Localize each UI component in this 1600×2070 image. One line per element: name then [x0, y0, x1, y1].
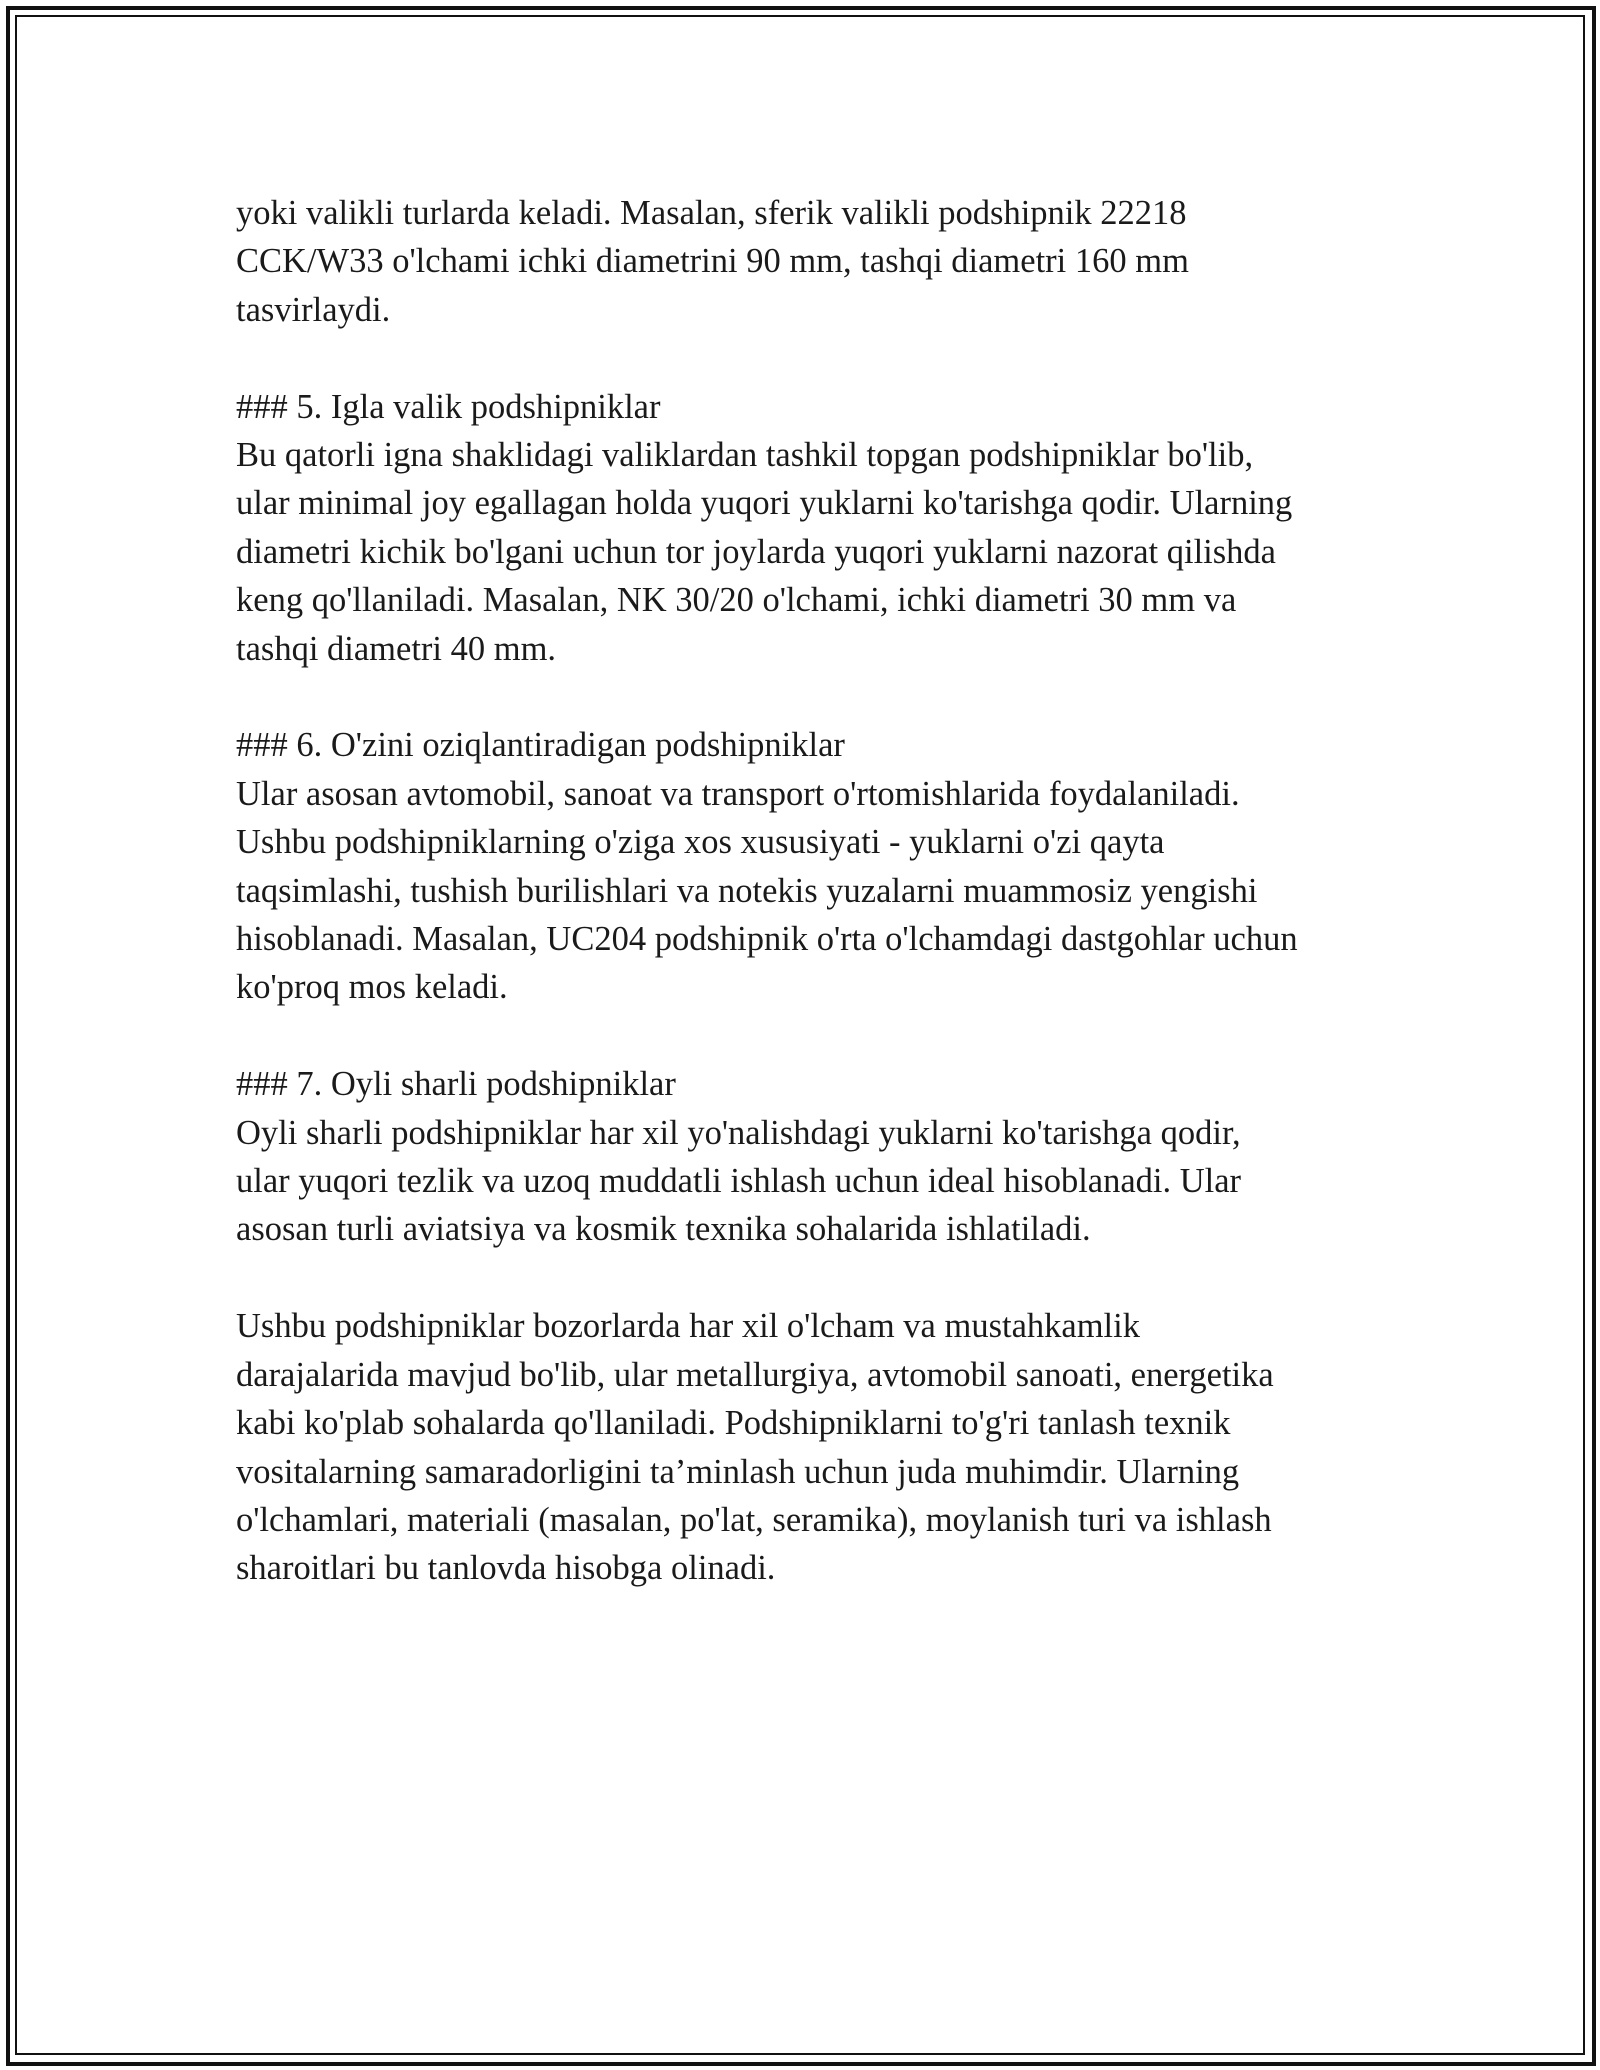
- text-line: Ushbu podshipniklar bozorlarda har xil o'lcham va mustahkamlik: [236, 1307, 1140, 1346]
- text-line: diametri kichik bo'lgani uchun tor joylarda yuqori yuklarni nazorat qilishda: [236, 532, 1276, 571]
- text-line: Ushbu podshipniklarning o'ziga xos xususiyati - yuklarni o'zi qayta: [236, 823, 1165, 862]
- paragraph-intro: [236, 189, 1376, 334]
- paragraph-text: [236, 1302, 1376, 1592]
- text-line: yoki valikli turlarda keladi. Masalan, sferik valikli podshipnik 22218: [236, 194, 1187, 232]
- text-line: kabi ko'plab sohalarda qo'llaniladi. Podshipniklarni to'g'ri tanlash texnik: [236, 1404, 1231, 1443]
- text-line: tasvirlaydi.: [236, 290, 391, 329]
- section-6: [236, 721, 1376, 1011]
- text-line: vositalarning samaradorligini ta’minlash uchun juda muhimdir. Ularning: [236, 1452, 1240, 1491]
- text-line: taqsimlashi, tushish burilishlari va notekis yuzalarni muammosiz yengishi: [236, 871, 1258, 910]
- text-line: CCK/W33 o'lchami ichki diametrini 90 mm, tashqi diametri 160 mm: [236, 242, 1189, 281]
- section-heading: ### 6. O'zini oziqlantiradigan podshipniklar: [236, 726, 845, 765]
- section-7: [236, 1060, 1376, 1254]
- section-text: [236, 383, 1376, 673]
- text-line: asosan turli aviatsiya va kosmik texnika sohalarida ishlatiladi.: [236, 1210, 1091, 1249]
- text-line: sharoitlari bu tanlovda hisobga olinadi.: [236, 1549, 776, 1588]
- section-heading: ### 5. Igla valik podshipniklar: [236, 387, 661, 426]
- text-line: Oyli sharli podshipniklar har xil yo'nalishdagi yuklarni ko'tarishga qodir,: [236, 1113, 1241, 1152]
- text-line: Ular asosan avtomobil, sanoat va transport o'rtomishlarida foydalaniladi.: [236, 774, 1240, 813]
- text-line: Bu qatorli igna shaklidagi valiklardan tashkil topgan podshipniklar bo'lib,: [236, 436, 1254, 475]
- section-5: [236, 383, 1376, 673]
- text-line: ular minimal joy egallagan holda yuqori yuklarni ko'tarishga qodir. Ularning: [236, 484, 1293, 523]
- section-text: [236, 721, 1376, 1011]
- text-line: hisoblanadi. Masalan, UC204 podshipnik o'rta o'lchamdagi dastgohlar uchun: [236, 920, 1298, 959]
- section-heading: ### 7. Oyli sharli podshipniklar: [236, 1065, 676, 1104]
- paragraph-text: [236, 189, 1376, 334]
- text-line: tashqi diametri 40 mm.: [236, 629, 557, 668]
- section-text: [236, 1060, 1376, 1254]
- document-body: [236, 189, 1376, 1641]
- text-line: o'lchamlari, materiali (masalan, po'lat, seramika), moylanish turi va ishlash: [236, 1500, 1272, 1539]
- text-line: darajalarida mavjud bo'lib, ular metallurgiya, avtomobil sanoati, energetika: [236, 1355, 1274, 1394]
- text-line: ko'proq mos keladi.: [236, 968, 508, 1007]
- paragraph-conclusion: [236, 1302, 1376, 1592]
- text-line: ular yuqori tezlik va uzoq muddatli ishlash uchun ideal hisoblanadi. Ular: [236, 1162, 1242, 1201]
- text-line: keng qo'llaniladi. Masalan, NK 30/20 o'lchami, ichki diametri 30 mm va: [236, 581, 1237, 620]
